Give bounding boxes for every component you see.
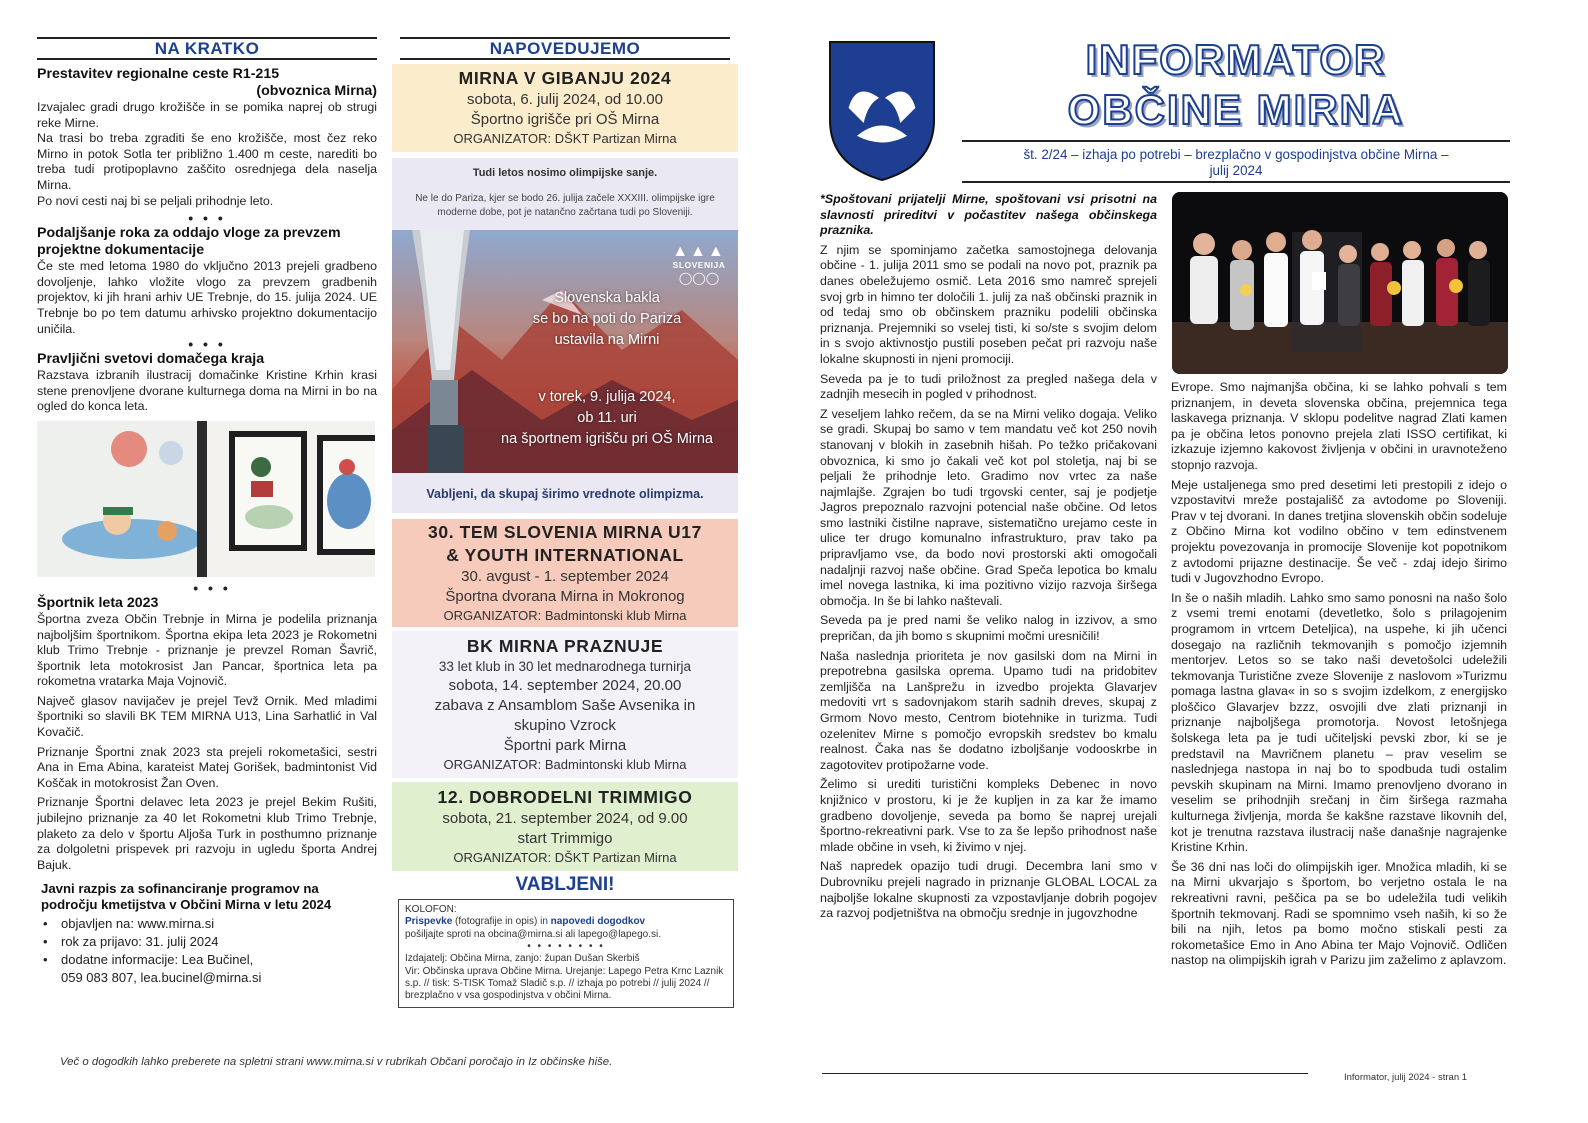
footer-rule [822,1073,1308,1074]
paragraph: Seveda pa je to tudi priložnost za pregled našega dela v zadnjih mesecih in pogled v prihodnost. [820,371,1157,402]
separator: • • • • • • • • [527,941,605,953]
masthead-line: OBČINE MIRNA [1067,86,1405,133]
page-footer: Informator, julij 2024 - stran 1 [1344,1072,1468,1083]
event-detail: start Trimmigo [517,830,613,847]
event-title: 12. DOBRODELNI TRIMMIGO [437,787,693,807]
torch-line: na športnem igrišču pri OŠ Mirna [501,431,713,447]
torch-line: v torek, 9. julija 2024, [538,389,676,405]
event-title: BK MIRNA PRAZNUJE [466,636,664,656]
item-title: Športnik leta 2023 [37,594,159,611]
olympic-torch-box [392,158,738,513]
separator: • • • [193,579,231,596]
na-kratko-column [37,0,377,987]
vabljeni-heading: VABLJENI! [515,874,615,895]
paragraph: Največ glasov navijačev je prejel Tevž Ornik. Med mladimi športniki so slavili BK TEM MIRNA U13, Lina Sarhatlić in Val Kovačič. [37,693,377,740]
event-title: MIRNA V GIBANJU 2024 [458,68,672,88]
event-bk-mirna [392,631,738,778]
slovenija-label: SLOVENIJA [672,260,726,270]
item-title: Pravljični svetovi domačega kraja [37,351,265,368]
razpis-title: Javni razpis za sofinanciranje programov na področju kmetijstva v Občini Mirna v letu 2024 [41,881,332,913]
razpis-item: • objavljen na: www.mirna.si [39,915,377,933]
paragraph: Naša naslednja prioriteta je nov gasilski dom na Mirni in prepotrebna gasilska oprema. Upamo tudi na pridobitev zemljišča na Lanšprežu in izvedbo projekta Glavarjev medoviti vrt s sadovnjakom starih sadnih dreves, skupaj z Grmom Novo mesto, Centrom biotehnike in turizma. Tudi ozelenitev Mirne s pomočjo evropskih sredstev bo kmalu realnost. Čaka nas še dodatno izboljšanje vodooskrbe in zagotovitev protipožarne vode. [820,648,1157,772]
award-ceremony-photo [1172,192,1508,374]
olympic-top: Tudi letos nosimo olimpijske sanje. [472,167,658,179]
paragraph: Priznanje Športni delavec leta 2023 je prejel Bekim Rušiti, jubilejno priznanje za 40 let Rokometni klub Trimo Trebnje, plaketo za delo v športu Aljoša Turk in posthumno priznanje za dolgoletni prispevek pri razvoju in ugledu športa Andrej Bajuk. [37,795,377,872]
paragraph: Na trasi bo treba zgraditi še eno krožišče, most čez reko Mirno in potok Sotla ter približno 1.400 m ceste, narediti bo treba tudi protipoplavno zaščito osrednjega dela naselja Mirna. [37,131,377,192]
exhibition-illustration [37,421,375,577]
kolofon-details: Vir: Občinska uprava Občine Mirna. Urejanje: Lapego Petra Krnc Laznik s.p. // tisk: S-TISK Tomaž Sladič s.p. // izhaja po potrebi // julij 2024 // brezplačno v vsa gospodinjstva v občini Mirna. [405,965,724,1002]
event-title: & YOUTH INTERNATIONAL [446,545,684,565]
event-date: sobota, 21. september 2024, od 9.00 [442,810,688,827]
paragraph: Še 36 dni nas loči do olimpijskih iger. Množica mladih, ki se na Mirni ukvarjajo s športom, bo verjetno ostala le na rekreativni ravni, peščica pa se bo udeležila tudi velikih športnih tekmovanj. Radi se spomnimo vseh naših, ki so že bili na njih, letos pa bomo močno stiskali pesti za rokometašice Emo in Ano Abina ter Majo Vojnovič. Odličen nastop na olimpijskih igrah v Parizu jim zaželimo z aplavzom. [1171,859,1507,968]
event-venue: Športno igrišče pri OŠ Mirna [470,111,660,128]
masthead-title [960,36,1512,136]
paragraph: Izvajalec gradi drugo krožišče in se pomika naprej ob strugi reke Mirne. [37,100,377,130]
issue-date: julij 2024 [1209,163,1263,178]
event-title: 30. TEM SLOVENIA MIRNA U17 [428,522,702,542]
paragraph: Želimo si urediti turistični kompleks Debenec in novo knjižnico v prostoru, ki je že kupljen in za kar že imamo gradbeno dovoljenje, seveda pa bomo še naprej urejali športno-rekreativni park. Vse to za še lepšo prihodnost naše mlade občine in vseh, ki živimo v njej. [820,777,1157,854]
razpis-item: • rok za prijavo: 31. julij 2024 [39,933,377,951]
event-mirna-v-gibanju [392,64,738,152]
footer-left: Več o dogodkih lahko preberete na spletni strani www.mirna.si v rubrikah Občani poročajo in Iz občinske hiše. [60,1056,613,1068]
paragraph: Razstava izbranih ilustracij domačinke Kristine Krhin krasi stene prenovljene dvorane kulturnega doma na Mirni in bo na ogled do konca leta. [37,368,377,414]
article-lead: *Spoštovani prijatelji Mirne, spoštovani vsi prisotni na slavnosti prireditvi v počastitev našega občinskega praznika. [820,192,1157,238]
paragraph: In še o naših mladih. Lahko smo samo ponosni na našo šolo z vsemi tremi enotami (devetletko, šolo s prilagojenim programom in vrtcem Deteljica), na uspehe, ki jih učenci dosegajo na različnih tekmovanjih s pomočjo izjemnih mentorjev. Letos so se tako naši devetošolci udeležili tekmovanja Turistične zveze Slovenije z naslovom »Turizmu pomaga lastna glava« in so s svojim izdelkom, z energijsko ploščico Glavarjev bzzz, osvojili dve zlati priznanji in priznanje najboljšega promotorja. Novost letošnjega šolskega leta pa je tudi učiteljski pevski zbor, ki se je predstavil na Mavričnem planetu – prav veselim se naslednjega nastopa in naj bo to spodbuda tudi ostalim pevskih skupinam na Mirni. Imamo prenovljeno dvorano in veselim se prihodnjih srečanj in čim širšega razmaha kulturnega življenja, morda še kakšne razstave likovnih del, kot je trenutna razstava ilustracij naše današnje nagrajenke Kristine Krhin. [1171,590,1507,855]
event-badminton-u17 [392,519,738,627]
exhibition-photo [37,421,375,577]
razpis-list [37,915,377,987]
paragraph: Meje ustaljenega smo pred desetimi leti prestopili z idejo o vzpostavitvi mreže postajališč za avtodome po Sloveniji. Prav v tej dvorani. In danes tretjina slovenskih občin sodeluje z Občino Mirna kot vodilno občino v tem edinstvenem projektu povezovanja in promocije Slovenije kot popotnikom z avtodomi prijazne destinacije. Še več - zdaj idejo širimo tudi v Jugovzhodno Evropo. [1171,477,1507,586]
event-date: sobota, 6. julij 2024, od 10.00 [467,91,663,108]
kolofon-submit: Prispevke (fotografije in opis) in napovedi dogodkov pošiljajte sproti na obcina@mirna.si ali lapego@lapego.si. [405,916,661,940]
kolofon-label: KOLOFON: [405,904,457,915]
event-detail: skupino Vzrock [514,717,616,734]
masthead-subtitle [962,140,1510,183]
event-date: sobota, 14. september 2024, 20.00 [448,677,682,694]
paragraph: Z veseljem lahko rečem, da se na Mirni veliko dogaja. Veliko se gradi. Skupaj bo samo v tem mandatu več kot 250 novih stanovanj v blokih in zasebnih hišah. Po težko pričakovani obvoznica, ki smo jo čakali več kot pol stoletja, naj bi se peljali že prihodnje leto. Gradimo nov vrtec za naše najmlajše. Zgrajen bo tudi trgovski center, saj je podjetje Jagros prepoznalo razvojni potencial naše občine. Od letos smo lastniki čistilne naprave, sistematično urejamo ceste in ulice ter drugo komunalno infrastrukturo, prav tako pa pripravljamo vse, da bodo novi prostorski akti omogočali nadaljnji razvoj naše občine. Grad Speča lepotica bo kmalu imel novega lastnika, ki ima pozitivno vizijo razvoja širšega območja. In še bi lahko naštevali. [820,406,1157,608]
event-organizer: ORGANIZATOR: Badmintonski klub Mirna [443,608,687,623]
olympic-intro: Ne le do Pariza, kjer se bodo 26. julija začele XXXIII. olimpijske igre moderne dobe, pot je natančno začrtana tudi po Sloveniji. [415,193,715,218]
torch-line: ustavila na Mirni [554,332,660,348]
paragraph: Naš napredek opazijo tudi drugi. Decembra lani smo v Dubrovniku prejeli nagrado in priznanje GLOBAL LOCAL za najboljše lokalne skupnosti za vzpostavljanje dobrih pogojev za razvoj podjetništva na območju srednje in jugovzhodne [820,859,1157,921]
article-column-left [820,192,1157,924]
masthead-line: INFORMATOR [1085,36,1387,83]
item-title: Prestavitev regionalne ceste R1-215 [37,66,280,82]
slovenija-logo-icon: ▲▲▲ SLOVENIJA ◯◯◯ [670,244,728,284]
paragraph: Športna zveza Občin Trebnje in Mirna je podelila priznanja najboljšim športnikom. Športna ekipa leta 2023 je Rokometni klub Trimo Trebnje - priznanje je prevzel Roman Šavrič, športnik leta motokrosist Jan Pancar, športnica leta pa rokometna vratarka Maja Vojnovič. [37,611,377,689]
event-organizer: ORGANIZATOR: Badmintonski klub Mirna [443,757,687,772]
olympic-bottom: Vabljeni, da skupaj širimo vrednote olimpizma. [426,487,704,501]
event-organizer: ORGANIZATOR: DŠKT Partizan Mirna [453,850,677,865]
event-venue: Športna dvorana Mirna in Mokronog [445,588,685,605]
torch-line: ob 11. uri [577,410,637,426]
coat-of-arms-icon [828,40,936,182]
event-organizer: ORGANIZATOR: DŠKT Partizan Mirna [453,131,677,146]
torch-line: se bo na poti do Pariza [532,311,682,327]
paragraph: Priznanje Športni znak 2023 sta prejeli rokometašici, sestri Ana in Ema Abina, karateist Matej Gorišek, badmintonist Vid Koščak in motokrosist Žan Oven. [37,744,377,790]
kolofon-publisher: Izdajatelj: Občina Mirna, zanjo: župan Dušan Skerbiš [405,953,640,965]
na-kratko-heading: NA KRATKO [37,37,377,60]
paragraph: Po novi cesti naj bi se peljali prihodnje leto. [37,193,274,208]
paragraph: Seveda pa je pred nami še veliko nalog in izzivov, a smo prepričan, da jih bomo s skupnimi močmi uresničili! [820,613,1157,644]
kolofon-box [398,899,734,1008]
paragraph: Z njim se spominjamo začetka samostojnega delovanja občine - 1. julija 2011 smo se podali na novo pot, praznik pa danes obeležujemo osmič. Leta 2016 smo namreč sprejeli svoj grb in himno ter določili 1. julij za naš občinski praznik in od tedaj smo ob občinskem prazniku podelili občinska priznanja. Prejemniki so vselej tisti, ki so/ste s svojim delom in s svojo aktivnostjo pustili poseben pečat pri razvoju naše lokalne skupnosti in njeni promociji. [820,242,1157,366]
event-venue: Športni park Mirna [503,737,627,754]
event-detail: zabava z Ansamblom Saše Avsenika in [434,697,696,714]
separator: • • • [188,336,226,353]
issue-info: št. 2/24 – izhaja po potrebi – brezplačno v gospodinjstva občine Mirna – [1023,147,1449,162]
event-subtitle: 33 let klub in 30 let mednarodnega turnirja [438,659,692,674]
paragraph: Evrope. Smo najmanjša občina, ki se lahko pohvali s tem priznanjem, in deveta slovenska občina, prejemnica tega laskavega priznanja. V sklopu podelitve nagrad Zlati kamen pa je občina letos ponovno prejela zlati ISSO certifikat, ki izkazuje izjemno kakovost življenja v občini in uravnoteženo stopnjo razvoja. [1171,380,1507,472]
event-trimmigo [392,782,738,871]
item-title: (obvoznica Mirna) [256,83,377,99]
napovedujemo-column [392,0,738,1008]
napovedujemo-heading: NAPOVEDUJEMO [400,37,730,60]
paragraph: Če ste med letoma 1980 do vključno 2013 prejeli gradbeno dovoljenje, lahko vložite vlogo za prevzem gradbenih projektov, ki jih hrani arhiv UE Trebnje, do 15. julija 2024. UE Trebnje bo po tem datumu arhivsko projektno dokumentacijo uničila. [37,259,377,336]
razpis-item: • dodatne informacije: Lea Bučinel, 059 083 807, lea.bucinel@mirna.si [39,951,377,987]
separator: • • • [188,210,226,227]
torch-line: Slovenska bakla [554,290,660,306]
article-column-right [1171,380,1507,971]
olympic-poster [392,230,738,473]
item-title: Podaljšanje roka za oddajo vloge za prevzem projektne dokumentacije [37,225,341,259]
torch-text [482,288,732,450]
event-date: 30. avgust - 1. september 2024 [461,568,669,585]
